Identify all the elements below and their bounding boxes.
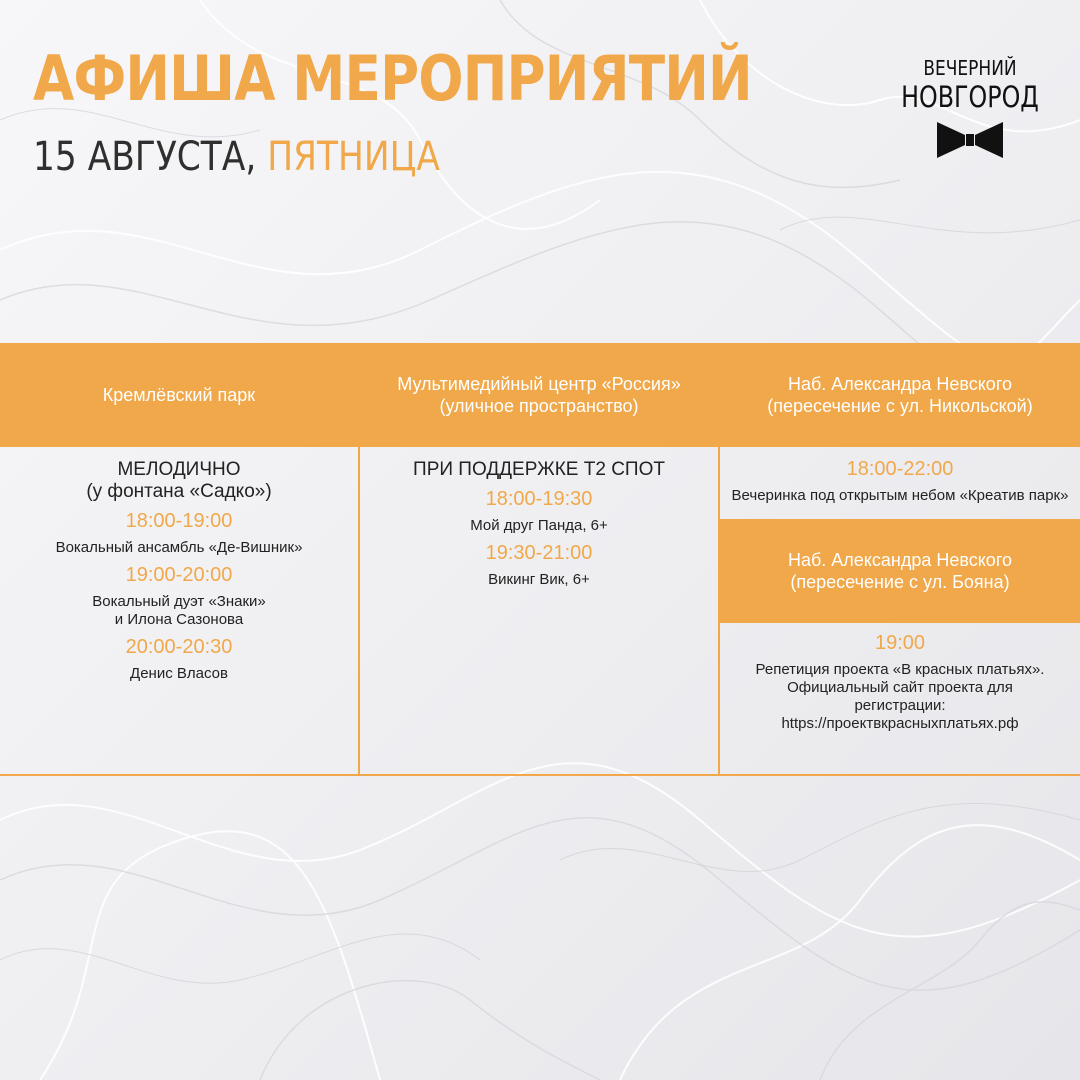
description-line: регистрации: [854, 697, 946, 714]
logo [880, 56, 1060, 160]
event-description [360, 571, 718, 589]
event-description [0, 539, 358, 557]
page-title: АФИША МЕРОПРИЯТИЙ [33, 42, 752, 115]
event-description [0, 593, 358, 629]
logo-line-2: НОВГОРОД [901, 80, 1039, 114]
venue-line: (у фонтана «Садко») [86, 481, 272, 502]
column-divider [358, 343, 360, 776]
venue-name [360, 459, 718, 481]
event-time: 19:00-20:00 [125, 564, 233, 586]
column-russia-center [360, 343, 718, 776]
event-time: 18:00-19:30 [485, 488, 593, 510]
bow-tie-icon [935, 120, 1005, 160]
venue-line: ПРИ ПОДДЕРЖКЕ Т2 СПОТ [413, 459, 665, 480]
description-line: и Илона Сазонова [114, 611, 244, 628]
venue-line: МЕЛОДИЧНО [117, 459, 241, 480]
header-line: Мультимедийный центр «Россия» [397, 374, 681, 394]
description-line: Вокальный ансамбль «Де-Вишник» [55, 539, 303, 556]
logo-line-1: ВЕЧЕРНИЙ [923, 56, 1017, 80]
header-line: (уличное пространство) [439, 396, 639, 416]
column-header [0, 343, 358, 447]
column-header [720, 343, 1080, 447]
event-time: 18:00-19:00 [125, 510, 233, 532]
event-time: 20:00-20:30 [125, 636, 233, 658]
header-line: (пересечение с ул. Никольской) [767, 396, 1033, 416]
description-line: Репетиция проекта «В красных платьях». [755, 661, 1045, 678]
column-body [0, 447, 358, 687]
description-line: Денис Власов [130, 665, 228, 682]
event-time: 19:30-21:00 [485, 542, 593, 564]
event-description [720, 661, 1080, 733]
date-text: 15 АВГУСТА, [33, 134, 257, 180]
event-time: 18:00-22:00 [846, 458, 954, 480]
column-kremlin-park [0, 343, 358, 776]
column-header [360, 343, 718, 447]
description-line: Вокальный дуэт «Знаки» [92, 593, 266, 610]
column-body [720, 447, 1080, 509]
header-line: Наб. Александра Невского [787, 550, 1013, 570]
column-header-secondary [720, 519, 1080, 623]
description-line: https://проектвкрасныхплатьях.рф [781, 715, 1019, 732]
date-line [33, 132, 440, 182]
weekday-text: ПЯТНИЦА [267, 134, 440, 180]
event-description [0, 665, 358, 683]
column-nevsky-embankment [720, 343, 1080, 776]
header-line: (пересечение с ул. Бояна) [790, 572, 1010, 592]
event-description [360, 517, 718, 535]
column-body-secondary [720, 623, 1080, 737]
description-line: Викинг Вик, 6+ [488, 571, 590, 588]
description-line: Вечеринка под открытым небом «Креатив парк» [731, 487, 1069, 504]
event-description [720, 487, 1080, 505]
header-line: Кремлёвский парк [102, 385, 256, 405]
column-body [360, 447, 718, 593]
venue-name [0, 459, 358, 503]
header-line: Наб. Александра Невского [787, 374, 1013, 394]
description-line: Мой друг Панда, 6+ [470, 517, 608, 534]
column-divider [718, 343, 720, 776]
description-line: Официальный сайт проекта для [787, 679, 1013, 696]
events-table [0, 343, 1080, 776]
table-bottom-border [0, 774, 1080, 776]
event-time: 19:00 [874, 632, 926, 654]
